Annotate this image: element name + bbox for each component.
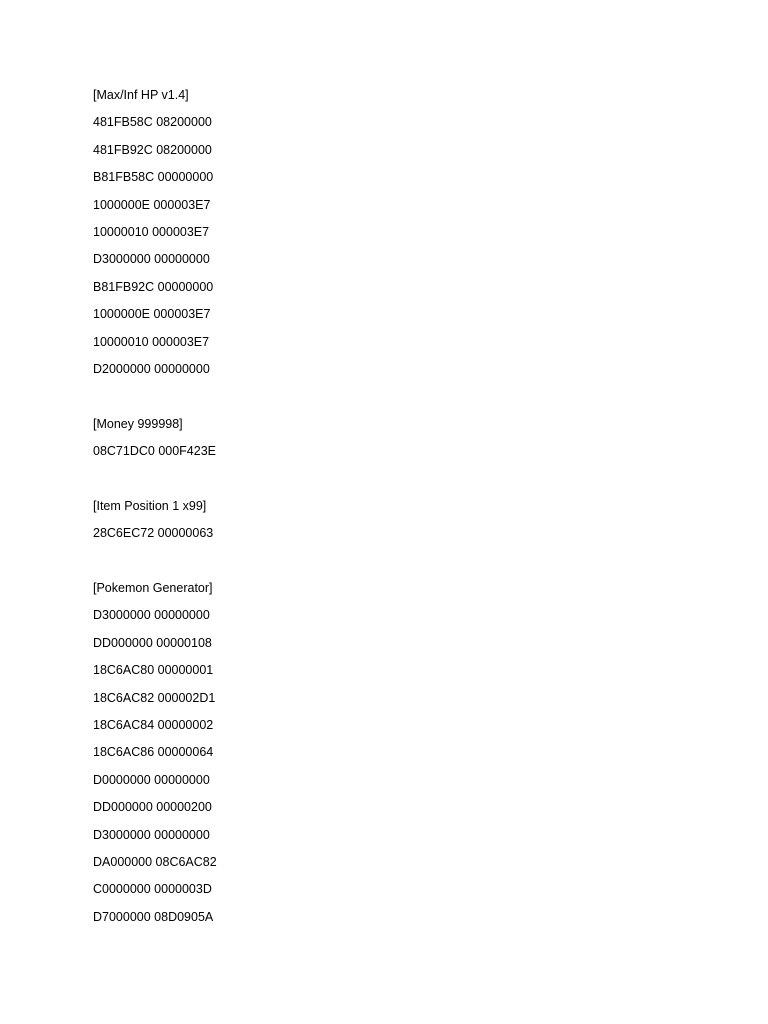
code-line: 481FB92C 08200000 [93,142,212,157]
code-line: 481FB58C 08200000 [93,115,212,130]
code-line: D3000000 00000000 [93,608,210,623]
section-heading-item-position: [Item Position 1 x99] [93,498,207,513]
code-line: 18C6AC84 00000002 [93,717,214,732]
code-line: DA000000 08C6AC82 [93,854,217,869]
code-line: D2000000 00000000 [93,361,210,376]
code-line: 18C6AC86 00000064 [93,745,214,760]
code-line: 1000000E 000003E7 [93,197,211,212]
section-heading-max-inf-hp: [Max/Inf HP v1.4] [93,88,189,102]
code-line: B81FB58C 00000000 [93,170,214,185]
code-line: DD000000 00000108 [93,635,212,650]
code-line: D0000000 00000000 [93,772,210,787]
code-line: D3000000 00000000 [93,827,210,842]
code-line: 28C6EC72 00000063 [93,526,214,541]
code-line: 08C71DC0 000F423E [93,444,216,459]
blank-line [93,552,733,579]
blank-line [93,469,733,496]
code-line: 10000010 000003E7 [93,224,210,239]
document-body [93,86,733,935]
code-line: 10000010 000003E7 [93,334,210,349]
code-line: D3000000 00000000 [93,252,210,267]
code-line: C0000000 0000003D [93,882,212,897]
code-line: 18C6AC80 00000001 [93,663,214,678]
section-heading-money: [Money 999998] [93,416,183,431]
blank-line [93,387,733,414]
code-line: D7000000 08D0905A [93,909,214,924]
code-line: 1000000E 000003E7 [93,307,211,322]
code-line: 18C6AC82 000002D1 [93,690,216,705]
section-heading-pokemon-generator: [Pokemon Generator] [93,581,213,596]
code-line: DD000000 00000200 [93,800,212,815]
code-line: B81FB92C 00000000 [93,279,214,294]
